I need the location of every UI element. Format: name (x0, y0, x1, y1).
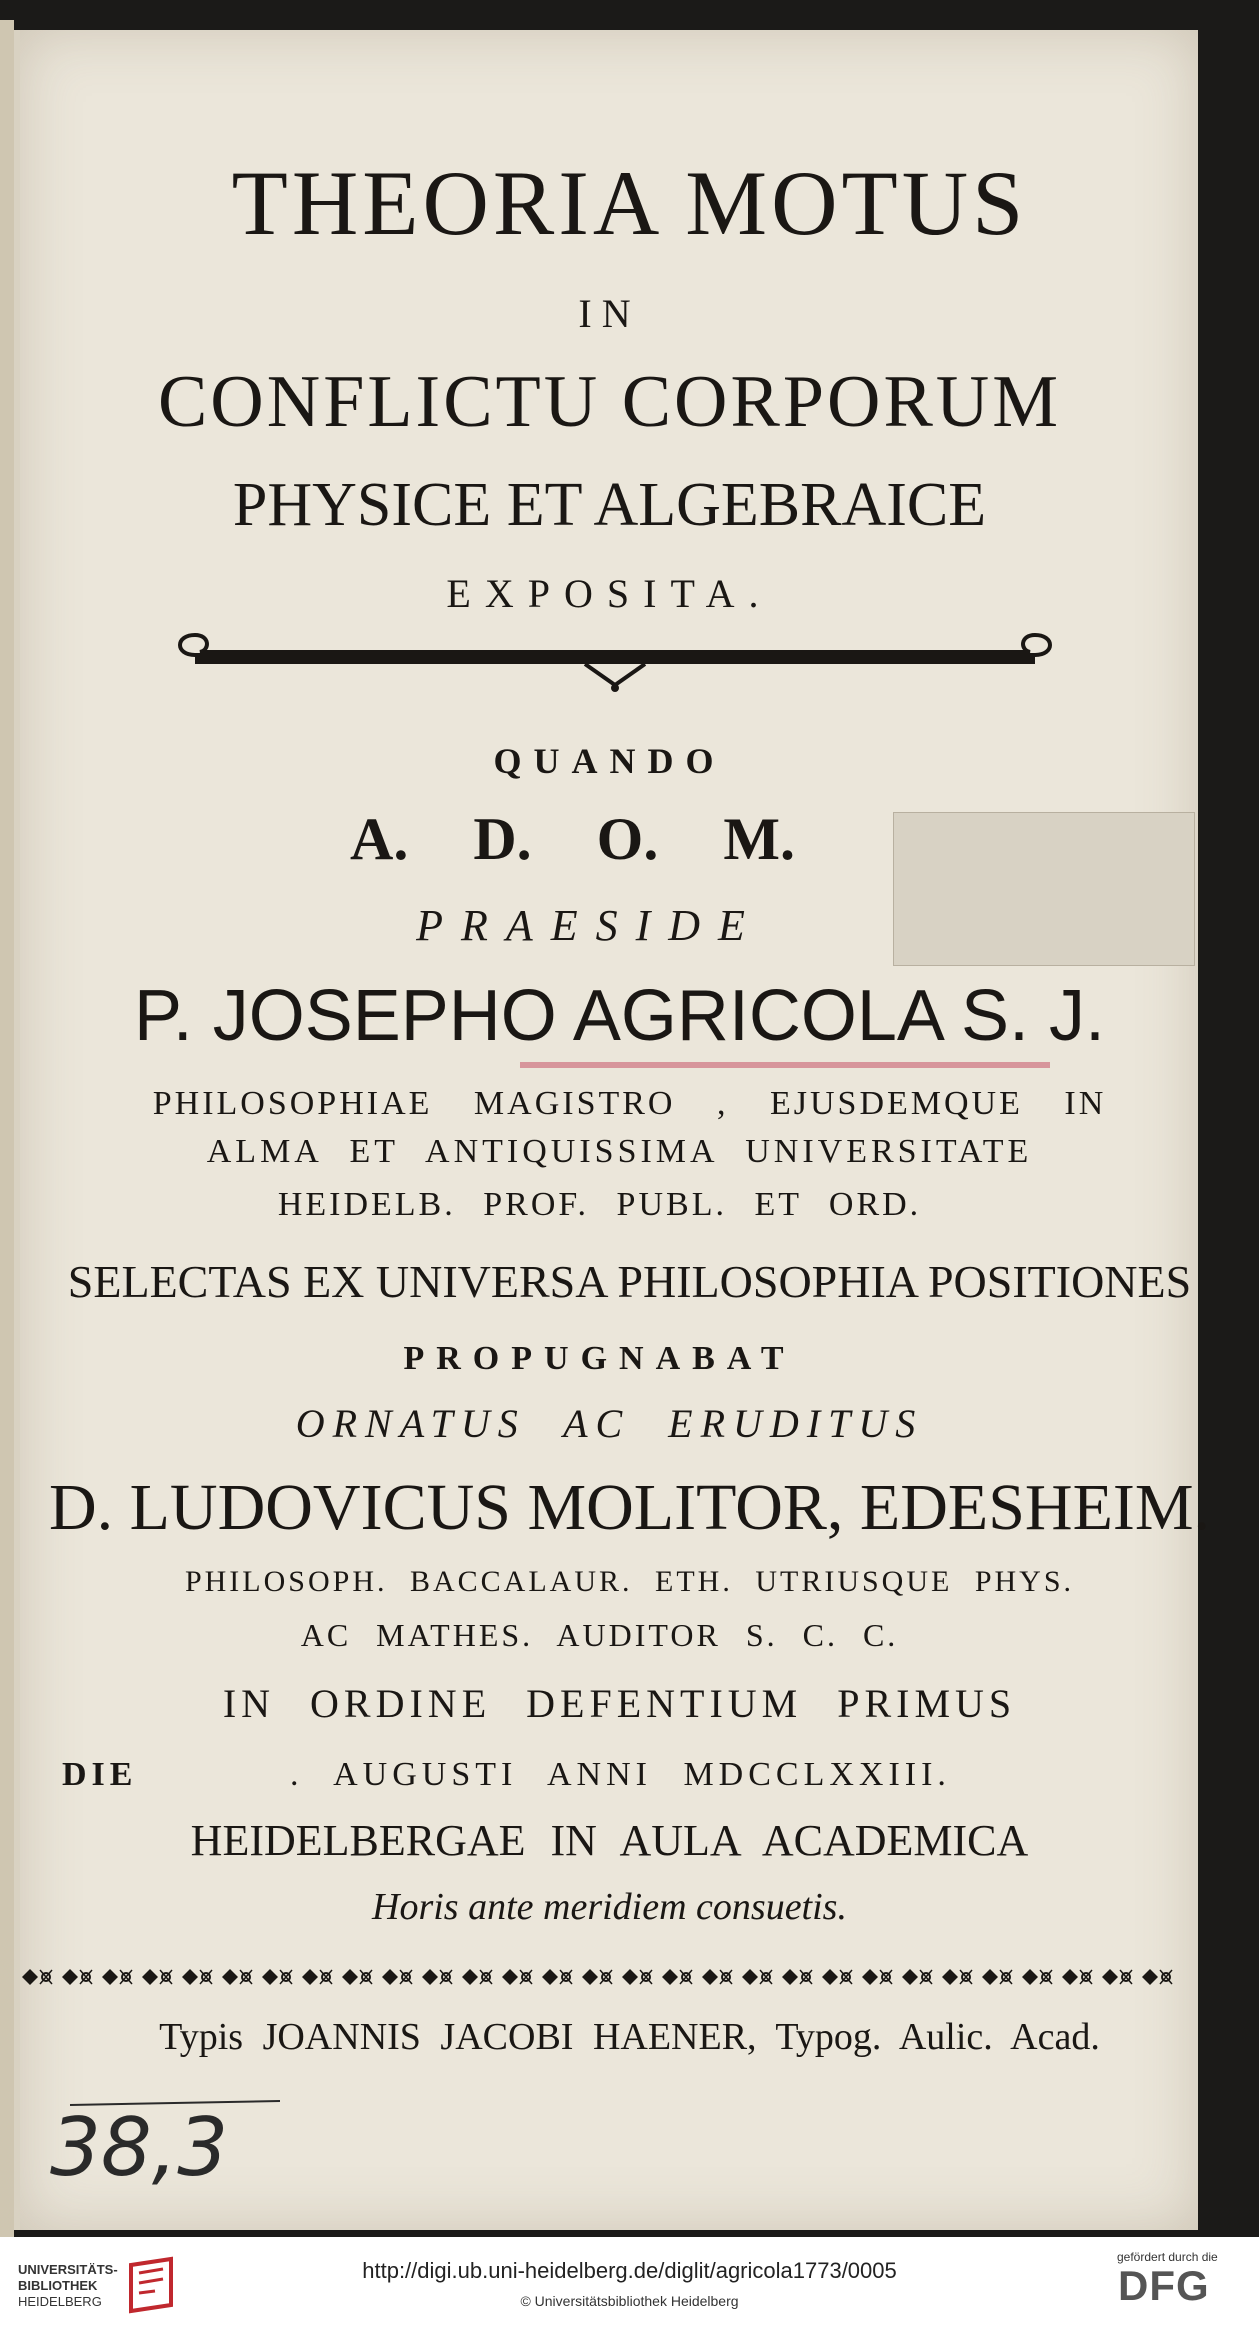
date-line: . AUGUSTI ANNI MDCCLXXIII. (290, 1756, 951, 1793)
red-underline-mark (520, 1062, 1050, 1068)
place-line: HEIDELBERGAE IN AULA ACADEMICA (190, 1816, 1029, 1865)
defendant-name: D. LUDOVICUS MOLITOR, EDESHEIM. (48, 1471, 1211, 1544)
defendant-title-line-1: PHILOSOPH. BACCALAUR. ETH. UTRIUSQUE PHYS. (184, 1565, 1075, 1598)
die-label: DIE (62, 1756, 138, 1793)
imprint-line: Typis JOANNIS JACOBI HAENER, Typog. Aulic. Acad. (159, 2016, 1100, 2058)
horis-line: Horis ante meridiem consuetis. (372, 1886, 847, 1928)
praeses-title-line-1: PHILOSOPHIAE MAGISTRO , EJUSDEMQUE IN (152, 1085, 1107, 1122)
praeses-title-line-3: HEIDELB. PROF. PUBL. ET ORD. (277, 1186, 922, 1223)
title-exposita: EXPOSITA. (446, 571, 773, 616)
adom-label: A. D. O. M. (350, 806, 795, 872)
title-conflictu-corporum: CONFLICTU CORPORUM (157, 361, 1062, 443)
dfg-logo: DFG (1118, 2262, 1210, 2309)
defendant-title-line-2: AC MATHES. AUDITOR S. C. C. (300, 1617, 899, 1653)
quando-label: QUANDO (493, 741, 726, 781)
permalink-url[interactable]: http://digi.ub.uni-heidelberg.de/diglit/agricola1773/0005 (362, 2258, 897, 2283)
ordine-line: IN ORDINE DEFENTIUM PRIMUS (222, 1681, 1017, 1726)
handwritten-shelfmark (40, 2095, 280, 2205)
floral-border-ornament (18, 1960, 1178, 1994)
selectas-line: SELECTAS EX UNIVERSA PHILOSOPHIA POSITIONES (67, 1256, 1192, 1307)
library-line-3: HEIDELBERG (18, 2294, 102, 2309)
svg-text:38,3: 38,3 (50, 2101, 229, 2194)
title-physice: PHYSICE ET ALGEBRAICE (232, 471, 987, 539)
library-line-1: UNIVERSITÄTS- (18, 2262, 118, 2277)
library-line-2: BIBLIOTHEK (18, 2278, 98, 2293)
title-in: IN (578, 291, 641, 336)
funder-label: gefördert durch die (1117, 2250, 1218, 2264)
praeside-label: PRAESIDE (416, 901, 763, 950)
ornatus-line: ORNATUS AC ERUDITUS (295, 1401, 924, 1446)
propugnabat-label: PROPUGNABAT (403, 1340, 796, 1377)
document-title: THEORIA MOTUS (231, 152, 1028, 254)
praeses-title-line-2: ALMA ET ANTIQUISSIMA UNIVERSITATE (206, 1133, 1033, 1170)
copyright-notice: © Universitätsbibliothek Heidelberg (520, 2293, 739, 2309)
scroll-ornament-divider (175, 630, 1055, 700)
praeses-name: P. JOSEPHO AGRICOLA S. J. (133, 976, 1105, 1056)
